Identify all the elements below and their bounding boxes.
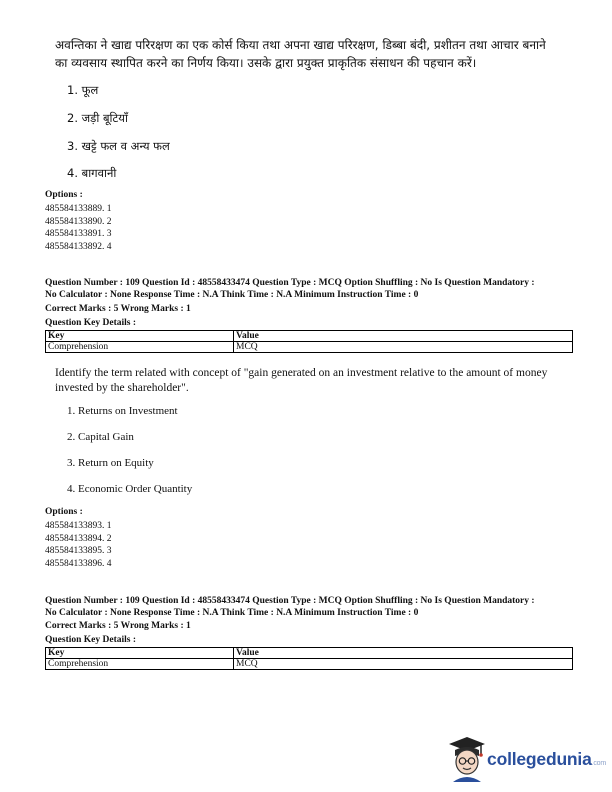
question-text-line: Identify the term related with concept of "gain generated on an investment relative to the amount of money	[55, 367, 548, 379]
key-table-header	[46, 648, 573, 659]
choice-item: 3. खट्टे फल व अन्य फल	[67, 139, 170, 153]
key-table-header	[46, 331, 573, 342]
choice-item: 1. फूल	[67, 83, 99, 97]
question-text	[55, 36, 600, 72]
choice-item: 3. Return on Equity	[67, 457, 154, 469]
key-table-row	[46, 659, 573, 670]
value-cell: MCQ	[234, 342, 573, 353]
option-id: 485584133890. 2	[45, 216, 112, 227]
option-id: 485584133895. 3	[45, 546, 112, 556]
question-meta-line: Question Number : 109 Question Id : 48558433474 Question Type : MCQ Option Shuffling : No Is Question Mandatory :	[45, 278, 535, 288]
question-meta-line: No Calculator : None Response Time : N.A Think Time : N.A Minimum Instruction Time : 0	[45, 290, 419, 300]
option-id: 485584133894. 2	[45, 533, 112, 544]
key-table	[45, 330, 573, 353]
question-text-line: का व्यवसाय स्थापित करने का निर्णय किया। उसके द्वारा प्रयुक्त प्राकृतिक संसाधन की पहचान करें।	[55, 56, 477, 70]
options-heading: Options :	[45, 507, 83, 517]
option-id: 485584133893. 1	[45, 521, 112, 531]
option-id: 485584133892. 4	[45, 241, 112, 252]
brand-suffix: .com	[591, 759, 606, 767]
key-details-heading: Question Key Details :	[45, 635, 137, 645]
key-details-heading: Question Key Details :	[45, 318, 137, 328]
key-cell: Comprehension	[46, 342, 234, 353]
marks-info: Correct Marks : 5 Wrong Marks : 1	[45, 304, 191, 314]
question-text-line: अवन्तिका ने खाद्य परिरक्षण का एक कोर्स किया तथा अपना खाद्य परिरक्षण, डिब्बा बंदी, प्रशीतन तथा आचार बनाने	[55, 38, 546, 52]
choice-item: 4. Economic Order Quantity	[67, 483, 193, 495]
question-text-line: invested by the shareholder".	[55, 382, 189, 394]
value-header-cell: Value	[234, 648, 573, 659]
options-list	[45, 203, 112, 253]
options-heading: Options :	[45, 190, 83, 200]
options-list	[45, 520, 112, 570]
value-cell: MCQ	[234, 659, 573, 670]
choice-item: 2. जड़ी बूटियाँ	[67, 111, 128, 125]
question-meta	[45, 277, 535, 301]
brand-logo[interactable]	[447, 736, 606, 782]
question-meta-line: Question Number : 109 Question Id : 48558433474 Question Type : MCQ Option Shuffling : No Is Question Mandatory :	[45, 596, 535, 606]
key-table	[45, 647, 573, 670]
choice-item: 1. Returns on Investment	[67, 405, 178, 417]
marks-info: Correct Marks : 5 Wrong Marks : 1	[45, 621, 191, 631]
question-meta	[45, 595, 535, 619]
question-meta-line: No Calculator : None Response Time : N.A Think Time : N.A Minimum Instruction Time : 0	[45, 608, 419, 618]
brand-name: collegedunia	[487, 748, 592, 769]
choice-item: 2. Capital Gain	[67, 431, 134, 443]
option-id: 485584133896. 4	[45, 558, 112, 569]
key-header-cell: Key	[46, 331, 234, 342]
option-id: 485584133891. 3	[45, 229, 112, 239]
question-text	[55, 366, 600, 396]
value-header-cell: Value	[234, 331, 573, 342]
option-id: 485584133889. 1	[45, 204, 112, 214]
graduate-avatar-icon	[447, 736, 487, 782]
key-cell: Comprehension	[46, 659, 234, 670]
key-table-row	[46, 342, 573, 353]
choice-item: 4. बागवानी	[67, 166, 117, 180]
key-header-cell: Key	[46, 648, 234, 659]
